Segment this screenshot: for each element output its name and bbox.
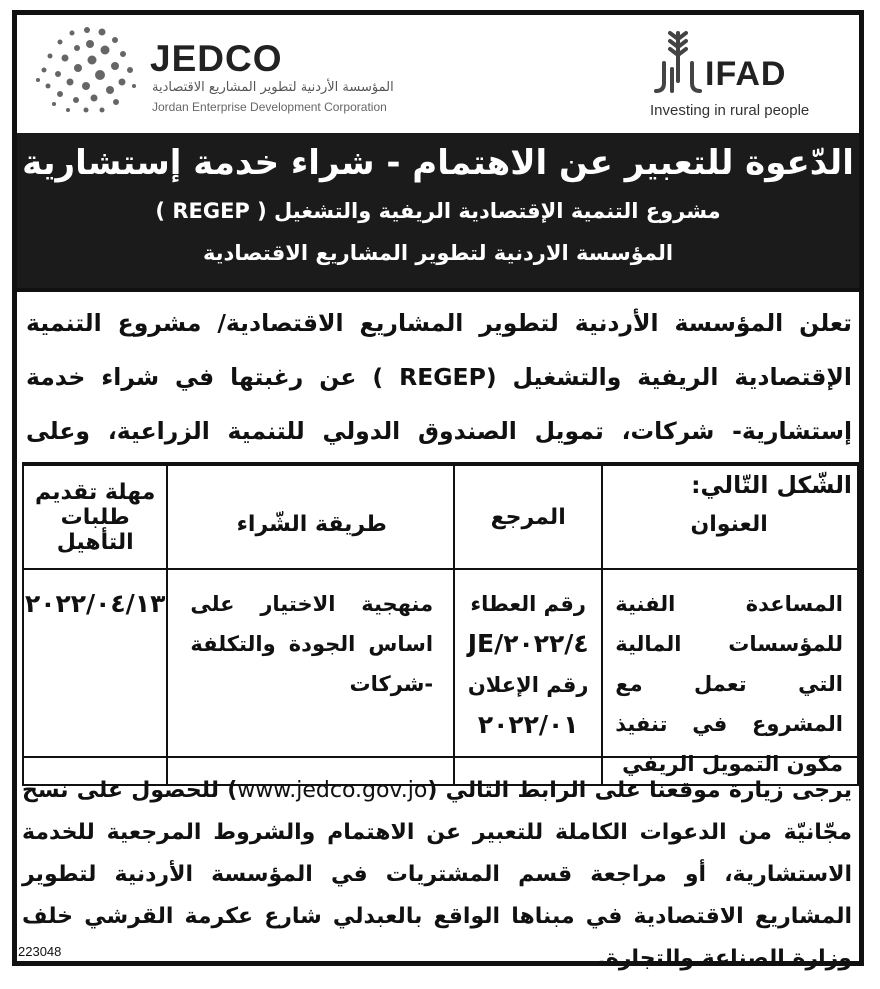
website-link[interactable]: www.jedco.gov.jo: [237, 778, 428, 803]
jedco-star-cluster-icon: [30, 20, 145, 120]
cell-method: منهجية الاختيار على اساس الجودة والتكلفة -شركات: [167, 569, 454, 785]
announcement-title: الدّعوة للتعبير عن الاهتمام - شراء خدمة إستشارية: [22, 143, 854, 183]
footer-text-before: يرجى زيارة موقعنا على الرابط التالي (: [427, 778, 852, 803]
cell-deadline: [23, 569, 167, 785]
footer-text-after: ) للحصول على نسخ مجّانيّة من الدعوات الكاملة للتعبير عن الاهتمام والشروط المرجعية للخدمة الاستشارية، أو مراجعة قسم المشتريات في المؤسسة الأردنية لتطوير المشاريع الاقتصادية في مبناها الواقع بالعبدلي شارع عكرمة القرشي خلف وزارة الصناعة والتجارة.: [22, 778, 852, 971]
cell-title: المساعدة الفنية للمؤسسات المالية التي تعمل مع المشروع في تنفيذ مكون التمويل الريفي: [602, 569, 858, 785]
ifad-wordmark: IFAD: [705, 55, 787, 93]
wheat-stalk-icon: [652, 25, 704, 97]
tender-label: رقم العطاء: [470, 592, 586, 616]
jedco-english-name: Jordan Enterprise Development Corporation: [152, 100, 387, 114]
jedco-wordmark: JEDCO: [150, 38, 283, 79]
intro-paragraph: تعلن المؤسسة الأردنية لتطوير المشاريع الاقتصادية/ مشروع التنمية الإقتصادية الريفية والتشغيل (REGEP ) عن رغبتها في شراء خدمة إستشارية- شركات، تمويل الصندوق الدولي للتنمية الزراعية، وعلى الشّكل التّالي:: [26, 309, 852, 499]
ifad-logo: [650, 15, 840, 120]
tender-table: [22, 462, 859, 776]
table-row: [23, 569, 858, 785]
ad-reference-number: 223048: [18, 944, 62, 959]
header-title: العنوان: [602, 465, 858, 569]
header-deadline: مهلة تقديم طلبات التأهيل: [23, 465, 167, 569]
ad-number: ٢٠٢٢/٠١: [477, 710, 579, 739]
deadline-date: ٢٠٢٢/٠٤/١٣: [25, 589, 166, 618]
header-reference: المرجع: [454, 465, 602, 569]
table-header-row: [23, 465, 858, 569]
cell-reference: [454, 569, 602, 785]
footer-paragraph: [22, 770, 852, 980]
organization-name: المؤسسة الاردنية لتطوير المشاريع الاقتصادية: [202, 241, 674, 265]
jedco-arabic-name: المؤسسة الأردنية لتطوير المشاريع الاقتصادية: [152, 80, 394, 95]
ad-label: رقم الإعلان: [467, 673, 589, 697]
tender-number: JE/٢٠٢٢/٤: [467, 629, 589, 658]
header-band: [17, 133, 859, 292]
project-name: مشروع التنمية الإقتصادية الريفية والتشغيل ( REGEP ): [155, 199, 721, 223]
ifad-tagline: Investing in rural people: [650, 102, 810, 119]
jedco-logo: [30, 20, 430, 120]
header-method: طريقة الشّراء: [167, 465, 454, 569]
